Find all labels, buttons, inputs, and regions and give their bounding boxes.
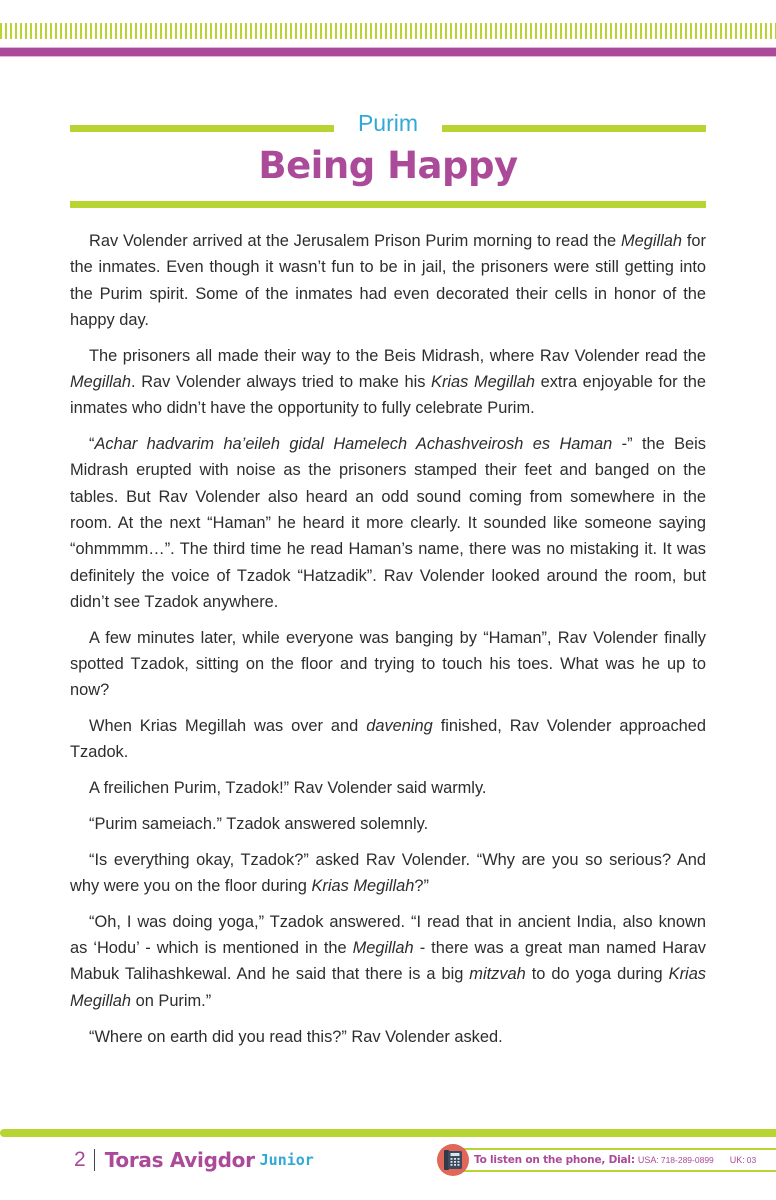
footer-branding bbox=[74, 1145, 314, 1175]
kicker-rule-left bbox=[70, 125, 334, 132]
top-stripe-border bbox=[0, 23, 776, 39]
article-paragraph bbox=[70, 775, 706, 801]
top-purple-bar bbox=[0, 48, 776, 56]
text-run: “Where on earth did you read this?” Rav Volender asked. bbox=[89, 1027, 503, 1046]
article-paragraph bbox=[70, 343, 706, 422]
text-run: ?” bbox=[414, 877, 429, 896]
text-run: Rav Volender arrived at the Jerusalem Prison Purim morning to read the bbox=[89, 232, 621, 250]
usa-label: USA: bbox=[637, 1155, 659, 1165]
text-run: for the inmates. Even though it wasn’t fun to be in jail, the prisoners were still getting into the Purim spirit. Some of the inmates had even decorated their cells in honor of the happy day. bbox=[70, 232, 706, 329]
text-run: When Krias Megillah was over and bbox=[89, 717, 367, 736]
text-run: to do yoga during bbox=[525, 965, 669, 984]
text-run: A few minutes later, while everyone was banging by “Haman”, Rav Volender finally spotted Tzadok, sitting on the floor and trying to touch his toes. What was he up to now? bbox=[70, 628, 706, 700]
italic-term: Megillah bbox=[70, 372, 132, 391]
article-paragraph bbox=[70, 625, 706, 704]
text-run: “Is everything okay, Tzadok?” asked Rav Volender. “Why are you so serious? And why were you on the floor during bbox=[70, 850, 706, 896]
italic-term: Krias Megillah bbox=[311, 877, 415, 896]
dial-label: To listen on the phone, Dial: bbox=[474, 1154, 635, 1166]
text-run: -” the Beis Midrash erupted with noise as the prisoners stamped their feet and banged on the tables. But Rav Volender also heard an odd sound coming from somewhere in the room. At the next “Haman” he heard it more clearly. It sounded like someone saying “ohmmmm…”. The third time he read Haman’s name, there was no mistaking it. It was definitely the voice of Tzadok “Hatzadik”. Rav Volender looked around the room, but didn’t see Tzadok anywhere. bbox=[70, 435, 707, 611]
text-run: The prisoners all made their way to the Beis Midrash, where Rav Volender read the bbox=[89, 346, 706, 365]
italic-term: Krias Megillah bbox=[431, 372, 536, 391]
text-run: “ bbox=[89, 435, 95, 454]
uk-label: UK: bbox=[729, 1155, 745, 1165]
article-paragraph bbox=[70, 1024, 706, 1050]
article-paragraph bbox=[70, 713, 706, 766]
section-kicker: Purim bbox=[357, 110, 419, 136]
page-separator bbox=[94, 1149, 95, 1171]
text-run: finished, Rav Volender approached Tzadok. bbox=[70, 717, 707, 762]
italic-term: Krias Megillah bbox=[70, 965, 706, 1010]
italic-term: Megillah bbox=[352, 939, 414, 958]
article-paragraph bbox=[70, 847, 706, 900]
uk-phone-number: 03 bbox=[746, 1155, 757, 1165]
article-paragraph bbox=[70, 811, 706, 837]
italic-term: davening bbox=[366, 717, 433, 736]
article-paragraph bbox=[70, 909, 706, 1014]
page-title: Being Happy bbox=[258, 144, 518, 187]
phone-dial-info bbox=[458, 1148, 776, 1172]
text-run: extra enjoyable for the inmates who didn’t have the opportunity to fully celebrate Purim. bbox=[70, 372, 706, 418]
brand-name: Toras Avigdor bbox=[104, 1148, 255, 1172]
article-paragraph bbox=[70, 431, 706, 615]
italic-term: mitzvah bbox=[469, 965, 526, 984]
brand-subtitle: Junior bbox=[259, 1151, 314, 1169]
article-paragraph bbox=[70, 228, 706, 333]
usa-phone-number: 718-289-0899 bbox=[660, 1155, 714, 1165]
text-run: . Rav Volender always tried to make his bbox=[131, 372, 432, 391]
italic-term: Achar hadvarim ha’eileh gidal Hamelech Achashveirosh es Haman bbox=[94, 435, 613, 454]
telephone-icon bbox=[437, 1144, 469, 1176]
text-run: “Purim sameiach.” Tzadok answered solemnly. bbox=[89, 814, 429, 833]
kicker-rule-right bbox=[442, 125, 706, 132]
text-run: - there was a great man named Harav Mabuk Talihashkewal. And he said that there is a big bbox=[70, 939, 706, 984]
text-run: on Purim.” bbox=[131, 991, 212, 1010]
section-header bbox=[70, 108, 706, 138]
italic-term: Megillah bbox=[620, 232, 683, 250]
text-run: A freilichen Purim, Tzadok!” Rav Volender said warmly. bbox=[89, 779, 487, 798]
bottom-lime-bar bbox=[0, 1129, 776, 1137]
article-body bbox=[70, 228, 706, 1059]
title-underline-rule bbox=[70, 201, 706, 208]
telephone-icon-glyph bbox=[444, 1150, 462, 1170]
text-run: “Oh, I was doing yoga,” Tzadok answered. “I read that in ancient India, also known as ‘Hodu’ - which is mentioned in the bbox=[70, 912, 706, 958]
page-number: 2 bbox=[74, 1148, 86, 1171]
